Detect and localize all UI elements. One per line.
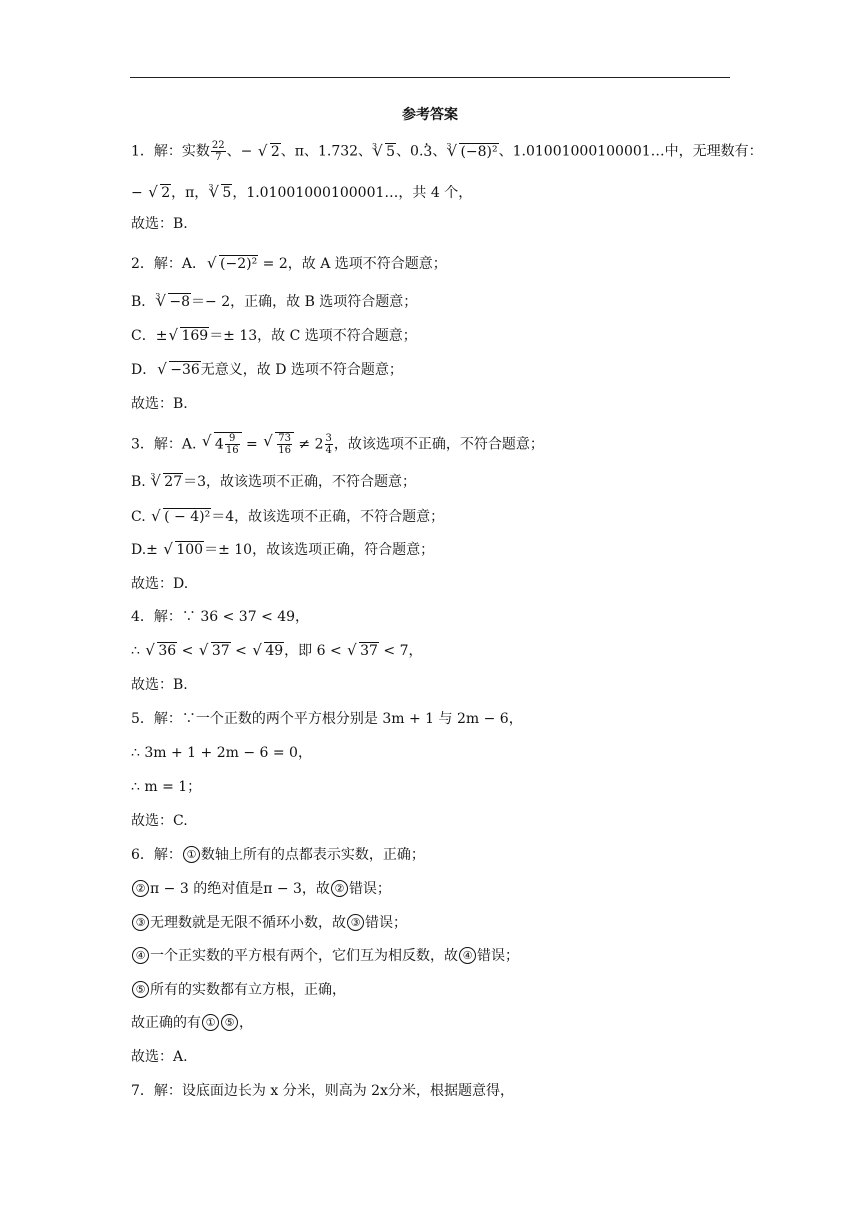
answer-6-choice: 故选：A.	[131, 1049, 188, 1065]
q4b-lead: ∴	[131, 643, 140, 659]
answer-6-line-a	[131, 845, 425, 865]
answer-4-choice: 故选：B.	[131, 677, 188, 693]
answer-7-line-a: 7．解：设底面边长为 x 分米，则高为 2x分米，根据题意得，	[131, 1083, 514, 1099]
answer-2-line-c: C．±√ 169＝± 13，故 C 选项不符合题意；	[131, 326, 417, 346]
q3b-tail: ＝3，故该选项不正确，不符合题意；	[183, 474, 417, 490]
circled-2b: ②	[331, 880, 348, 897]
q1-tail: ，1.01001000100001…，共 4 个，	[232, 185, 473, 201]
answer-3-line-d: D.± √ 100＝± 10，故该选项正确，符合题意；	[131, 540, 434, 560]
circled-1: ①	[183, 846, 200, 863]
page-title: 参考答案	[402, 107, 458, 123]
answer-1-line-2: − √ 2，π，$^3$√ 5，1.01001000100001…，共 4 个，	[131, 183, 472, 205]
q6c-end: 错误；	[365, 915, 407, 931]
answer-5-line-c: ∴ m = 1；	[131, 779, 202, 795]
q1-mid: 、1.01001000100001…中，无理数有：	[498, 143, 763, 160]
q4b-tail: < 7，	[383, 643, 423, 659]
q3d-lead: D.±	[131, 542, 158, 558]
q3a-lead: 3．解：A.	[131, 436, 197, 453]
answer-1-line-1: 1．解：实数 $\frac{22}{7}$ 、− √ 2、π、1.732、$^3$√ 5、0.3 ·、$^3$√ (−8)²、1.01001000100001…中，无理数有：	[131, 140, 763, 164]
answer-4-line-b: ∴ √ 36 < √ 37 < √ 49，即 6 < √ 37 < 7，	[131, 641, 423, 661]
q2d-lead: D．	[131, 362, 157, 378]
q2d-tail: 无意义，故 D 选项不符合题意；	[200, 362, 403, 378]
answer-5-line-a: 5．解：∵一个正数的两个平方根分别是 3m + 1 与 2m − 6，	[131, 711, 523, 727]
answer-6-line-e	[131, 980, 346, 1000]
answer-6-line-c	[131, 913, 407, 933]
answer-5-choice: 故选：C.	[131, 813, 188, 829]
q6a-lead: 6．解：	[131, 847, 182, 863]
q2b-tail: ＝− 2，正确，故 B 选项符合题意；	[191, 294, 418, 310]
q2b-lead: B．	[131, 294, 156, 310]
q3c-lead: C.	[131, 509, 146, 525]
answer-2-line-d: D．√ −36无意义，故 D 选项不符合题意；	[131, 360, 403, 380]
circled-1b: ①	[202, 1014, 219, 1031]
circled-5: ⑤	[132, 981, 149, 998]
circled-4: ④	[132, 947, 149, 964]
circled-4b: ④	[459, 947, 476, 964]
answer-1-choice: 故选：B.	[131, 216, 188, 232]
q6c-tail: 无理数就是无限不循环小数，故	[150, 915, 346, 931]
q6d-tail: 一个正实数的平方根有两个，它们互为相反数，故	[150, 948, 458, 964]
q2c-lead: C．±	[131, 328, 168, 344]
q6b-end: 错误；	[348, 881, 391, 897]
q6b-tail: π − 3 的绝对值是π − 3，故	[150, 881, 330, 897]
answer-6-line-d	[131, 946, 519, 966]
answer-3-line-b: B. $^3$√ 27＝3，故该选项不正确，不符合题意；	[131, 472, 416, 494]
q2c-tail: ＝± 13，故 C 选项不符合题意；	[209, 328, 417, 344]
q2a-lead: 2．解：A．	[131, 256, 207, 272]
q6f-lead: 故正确的有	[131, 1015, 201, 1031]
q2a-tail: ，故 A 选项不符合题意；	[287, 256, 447, 272]
answer-2-line-a: 2．解：A．√ (−2)² = 2，故 A 选项不符合题意；	[131, 254, 447, 274]
answer-2-line-b: B．$^3$√ −8＝− 2，正确，故 B 选项符合题意；	[131, 292, 417, 314]
q3b-lead: B.	[131, 474, 146, 490]
answer-5-line-b: ∴ 3m + 1 + 2m − 6 = 0，	[131, 745, 312, 761]
answer-3-line-c: C. √ ( − 4)²＝4，故该选项不正确，不符合题意；	[131, 507, 444, 527]
answer-6-line-f	[131, 1013, 253, 1033]
q3c-tail: ＝4，故该选项不正确，不符合题意；	[211, 509, 445, 525]
answer-4-line-a: 4．解：∵ 36 < 37 < 49，	[131, 609, 310, 625]
answer-3-line-a: 3．解：A. √ 4 $\frac{9}{16}$ = √ $\frac{73}{16}$ ≠ 2 $\frac{3}{4}$ ，故该选项不正确，不符合题意；	[131, 432, 544, 456]
q3d-tail: ＝± 10，故该选项正确，符合题意；	[204, 542, 435, 558]
answer-3-choice: 故选：D.	[131, 576, 189, 592]
q1-lead: 1．解：实数	[131, 143, 210, 160]
header-rule	[130, 77, 730, 78]
q6f-end: ，	[239, 1015, 253, 1031]
q6e-tail: 所有的实数都有立方根，正确，	[150, 982, 346, 998]
circled-2: ②	[132, 880, 149, 897]
q6a-tail: 数轴上所有的点都表示实数，正确；	[200, 847, 425, 863]
circled-3b: ③	[347, 914, 364, 931]
q6d-end: 错误；	[477, 948, 519, 964]
q4b-mid: ，即 6 <	[284, 643, 342, 659]
answer-6-line-b	[131, 879, 391, 899]
circled-5b: ⑤	[221, 1014, 238, 1031]
q3a-tail: ，故该选项不正确，不符合题意；	[333, 436, 544, 453]
circled-3: ③	[132, 914, 149, 931]
answer-2-choice: 故选：B.	[131, 396, 188, 412]
